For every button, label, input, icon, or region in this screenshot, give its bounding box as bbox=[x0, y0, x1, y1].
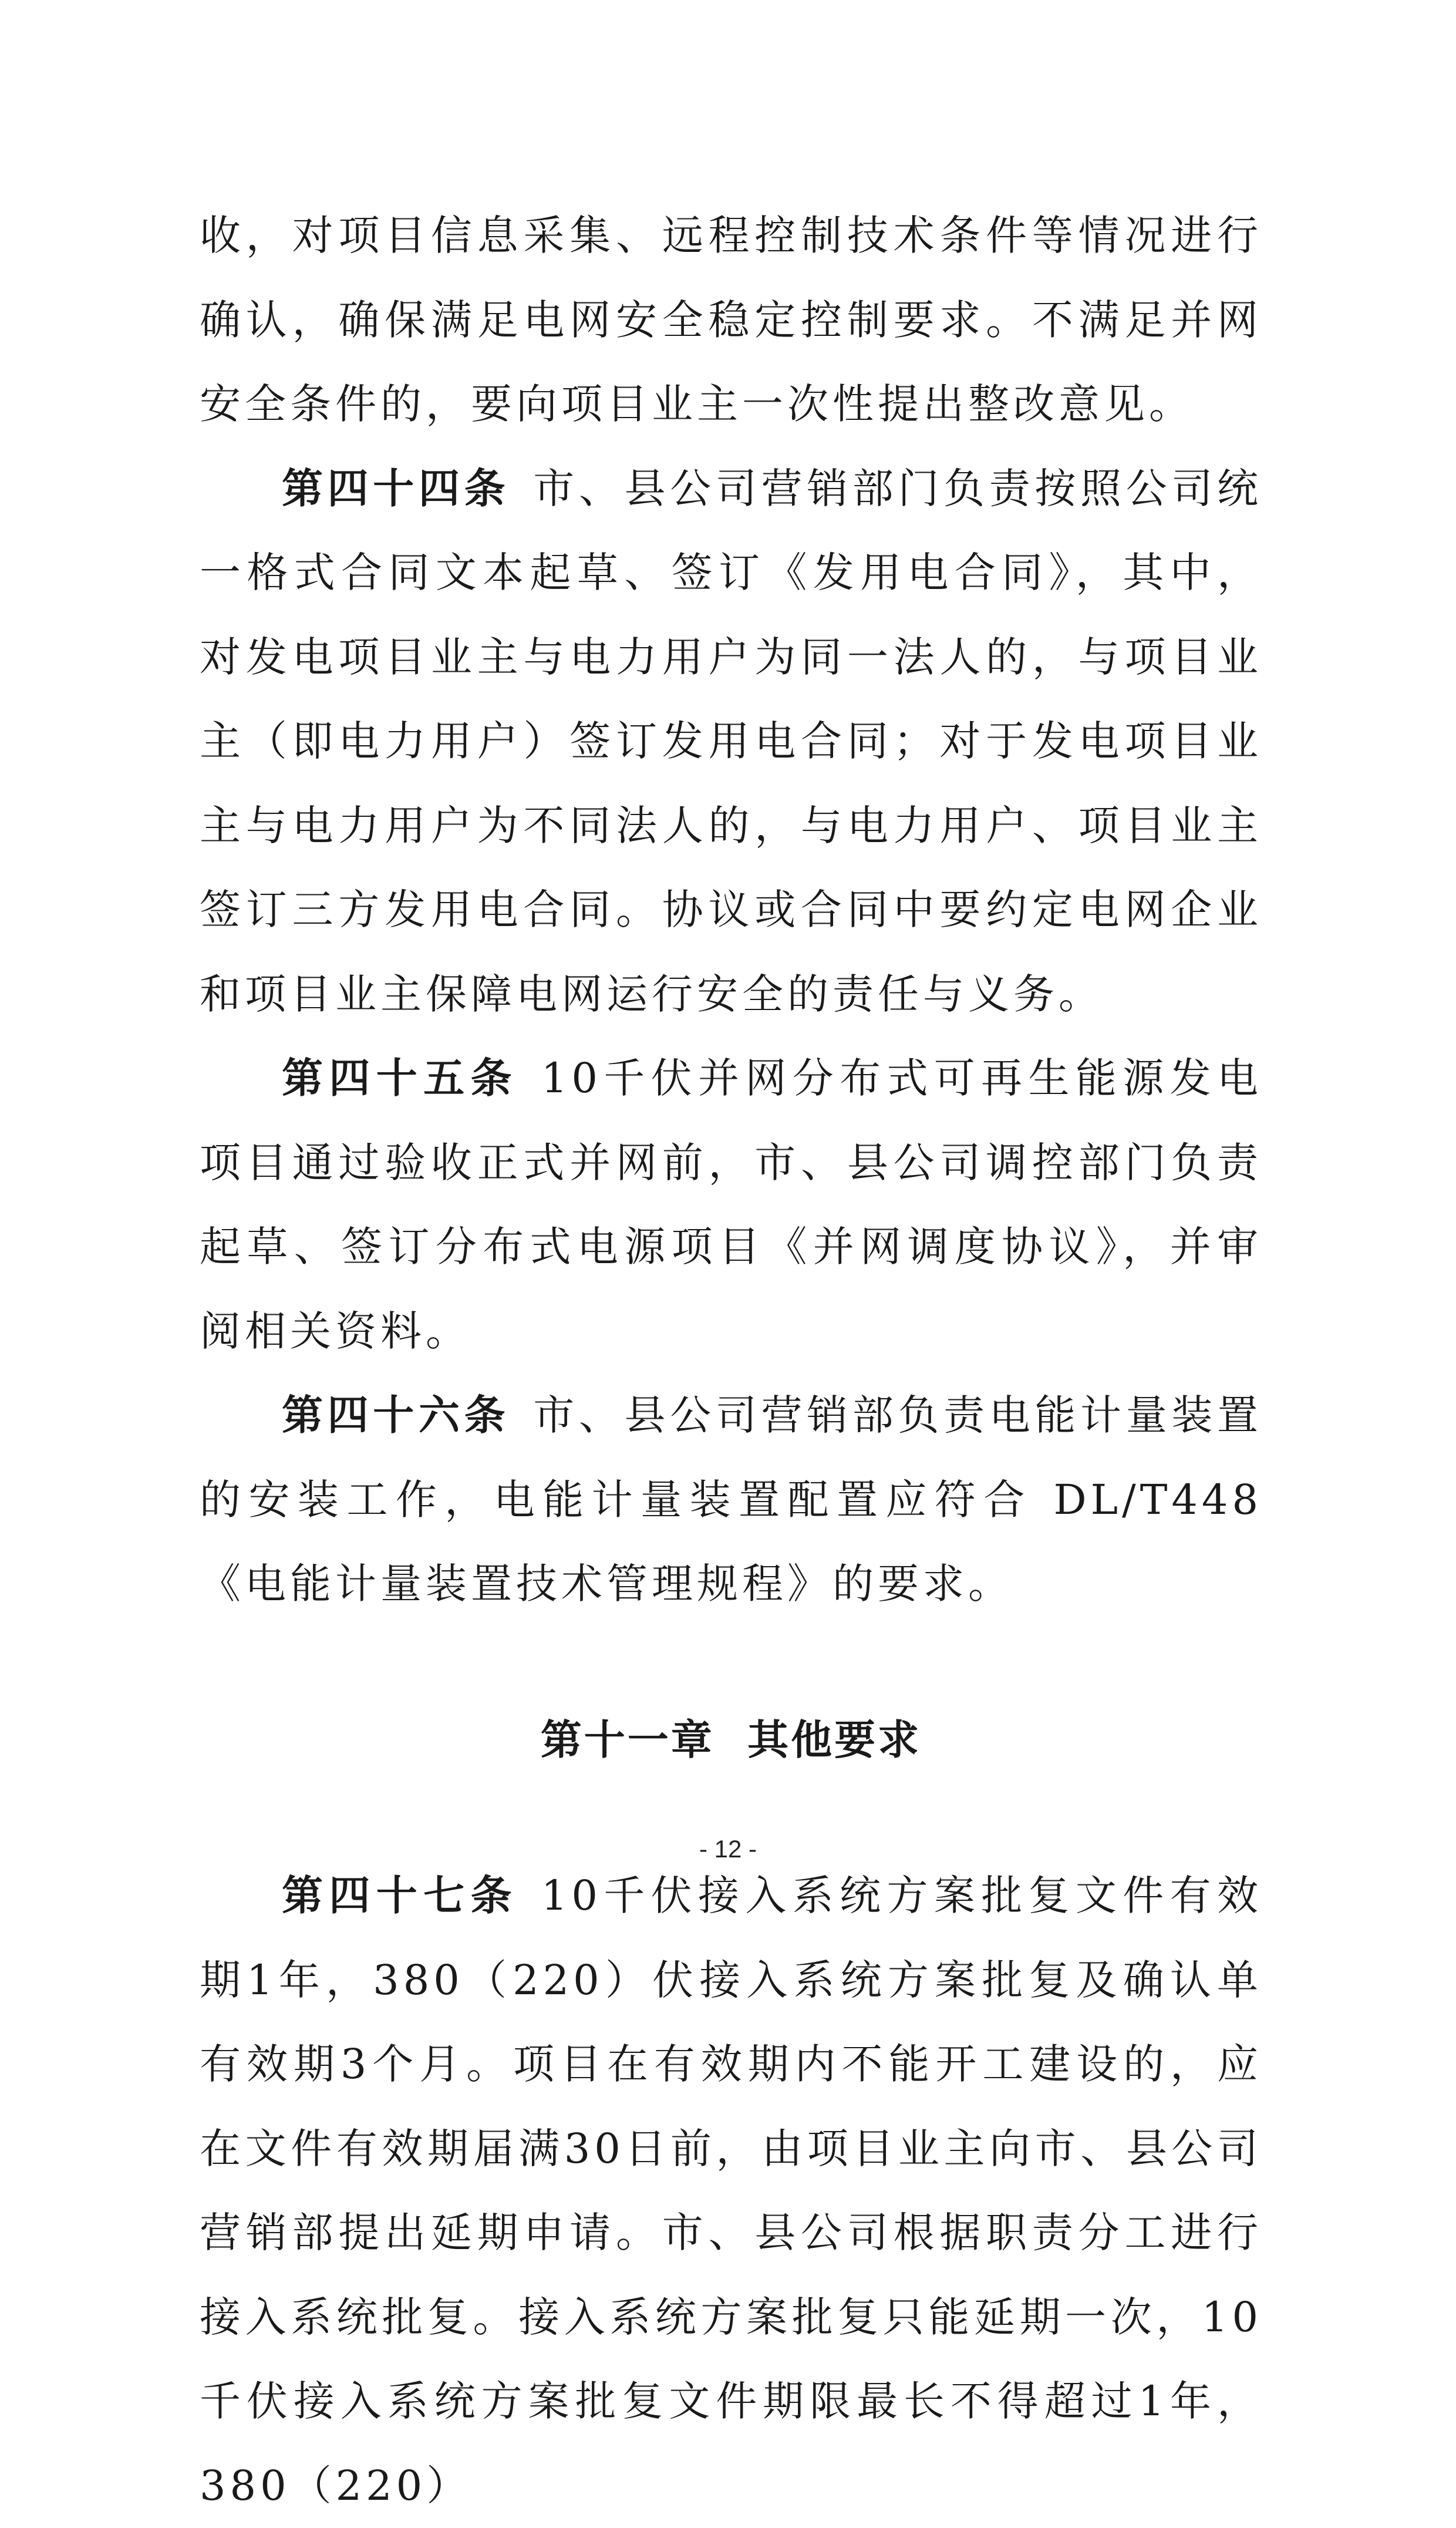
article-text: 市、县公司营销部门负责按照公司统一格式合同文本起草、签订《发用电合同》，其中，对发电项目业主与电力用户为同一法人的，与项目业主（即电力用户）签订发用电合同；对于发电项目业主与电力用户为不同法人的，与电力用户、项目业主签订三方发用电合同。协议或合同中要约定电网企业和项目业主保障电网运行安全的责任与义务。 bbox=[200, 464, 1262, 1018]
article-label: 第四十六条 bbox=[282, 1391, 510, 1439]
paragraph-continued bbox=[200, 194, 1262, 447]
article-label: 第四十五条 bbox=[282, 1054, 518, 1102]
article-46 bbox=[200, 1374, 1262, 1627]
page-number: - 12 - bbox=[699, 1835, 757, 1863]
document-body bbox=[200, 194, 1262, 2528]
article-text: 10千伏并网分布式可再生能源发电项目通过验收正式并网前，市、县公司调控部门负责起草、签订分布式电源项目《并网调度协议》，并审阅相关资料。 bbox=[200, 1054, 1262, 1355]
paragraph-text: 收，对项目信息采集、远程控制技术条件等情况进行确认，确保满足电网安全稳定控制要求。不满足并网安全条件的，要向项目业主一次性提出整改意见。 bbox=[200, 211, 1262, 428]
article-47 bbox=[200, 1854, 1262, 2528]
article-text: 10千伏接入系统方案批复文件有效期1年，380（220）伏接入系统方案批复及确认单有效期3个月。项目在有效期内不能开工建设的，应在文件有效期届满30日前，由项目业主向市、县公司营销部提出延期申请。市、县公司根据职责分工进行接入系统批复。接入系统方案批复只能延期一次，10千伏接入系统方案批复文件期限最长不得超过1年，380（220） bbox=[200, 1871, 1262, 2510]
chapter-heading: 第十一章 其他要求 bbox=[540, 1715, 922, 1764]
article-label: 第四十四条 bbox=[282, 464, 510, 513]
article-text: 市、县公司营销部负责电能计量装置的安装工作，电能计量装置配置应符合 DL/T448《电能计量装置技术管理规程》的要求。 bbox=[200, 1391, 1262, 1608]
article-44 bbox=[200, 447, 1262, 1037]
article-45 bbox=[200, 1036, 1262, 1374]
article-label: 第四十七条 bbox=[282, 1871, 518, 1920]
